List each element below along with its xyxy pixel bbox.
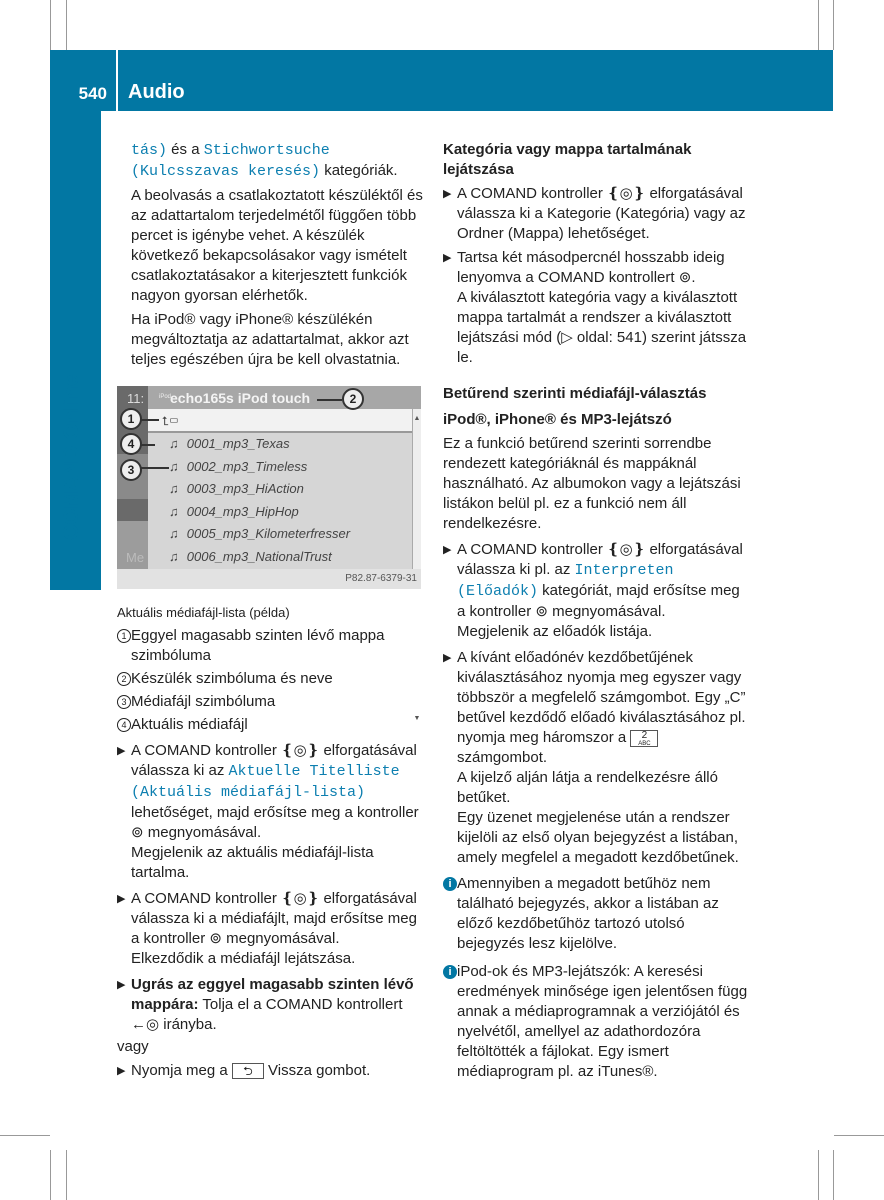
step-arrow-icon: ▶ (443, 544, 452, 556)
instruction-step (117, 975, 423, 1035)
controller-rotate-icon: ❴◎❵ (281, 890, 320, 907)
device-name: echo165s iPod touch (170, 390, 311, 406)
section-heading: Betűrend szerinti médiafájl-választás (443, 385, 707, 402)
legend-text: Médiafájl szimbóluma (131, 693, 276, 710)
info-text: Amennyiben a megadott betűhöz nem található bejegyzés, akkor a listában az előző kezdőbetűhöz tartozó utolsó bejegyzés lesz kijelölve. (457, 875, 719, 952)
list-item[interactable] (169, 479, 304, 499)
menu-fragment: Me (126, 550, 145, 565)
controller-press-icon: ⊚ (678, 269, 692, 286)
callout-line (317, 399, 342, 401)
link[interactable]: Interpreten (Előadók) (457, 562, 674, 600)
info-icon: i (443, 877, 457, 891)
list-item[interactable] (169, 547, 332, 567)
text: A kívánt előadónév kezdőbetűjének kiválasztásához nyomja meg egyszer vagy többször a megfelelő számgombot. Egy „C” betűvel kezdődő előadó kiválasztásához pl. nyomja meg háromszor a (457, 649, 746, 746)
legend-text: Készülék szimbóluma és neve (131, 670, 333, 687)
number-key-2-icon (630, 730, 658, 747)
scrollbar[interactable]: ▲ ▼ (412, 409, 421, 569)
step-arrow-icon: ▶ (117, 893, 126, 905)
info-text: iPod-ok és MP3-lejátszók: A keresési eredmények minősége igen jelentősen függ annak a médiaprogramnak a verziójától és nyelvétől, amellyel az adathordozóra feltöltötték a fájlokat. Egy ismert médiaprogram pl. az iTunes®. (457, 963, 748, 1080)
controller-rotate-icon: ❴◎❵ (607, 541, 646, 558)
step-arrow-icon: ▶ (443, 188, 452, 200)
key-letters: ABC (638, 740, 651, 747)
list-item[interactable] (169, 502, 299, 522)
text: irányba. (159, 1016, 217, 1033)
text: lehetőséget, majd erősítse meg a kontroller (131, 804, 419, 821)
crop-mark (834, 1135, 884, 1136)
folder-up-icon: ⮤▭ (162, 414, 179, 428)
text: számgombot. (457, 749, 548, 766)
link[interactable]: Aktuelle Titelliste (Aktuális médiafájl-lista) (131, 763, 400, 801)
text: kategóriák. (320, 162, 398, 179)
instruction-step (443, 540, 749, 642)
header-divider (116, 50, 118, 111)
text: A COMAND kontroller (131, 742, 282, 759)
legend-item (117, 669, 423, 689)
crop-mark (818, 0, 819, 50)
callout-2: 2 (342, 388, 364, 410)
step-arrow-icon: ▶ (117, 979, 126, 991)
music-note-icon: ♫ (169, 504, 179, 519)
instruction-step (117, 741, 423, 883)
callout-line (139, 419, 159, 421)
item-label: 0005_mp3_Kilometerfresser (186, 526, 351, 541)
text: megnyomásával. (143, 824, 262, 841)
text: megnyomásával. (547, 603, 666, 620)
right-column (443, 140, 749, 1090)
instruction-step (443, 184, 749, 244)
callout-line (139, 467, 169, 469)
list-item[interactable] (169, 524, 350, 544)
controller-press-icon: ⊚ (535, 603, 548, 620)
section-heading: Kategória vagy mappa tartalmának lejátszása (443, 141, 692, 178)
text: elforgatásával válassza ki az (131, 742, 417, 779)
text: Tartsa két másodpercnél hosszabb ideig lenyomva a COMAND kontrollert (457, 249, 725, 286)
text: Nyomja meg a (131, 1062, 232, 1079)
text: Vissza gombot. (263, 1062, 371, 1079)
text: és a (167, 141, 204, 158)
legend-number: 1 (117, 629, 131, 643)
instruction-step (117, 889, 423, 969)
music-note-icon: ♫ (169, 459, 179, 474)
crop-mark (833, 1150, 834, 1200)
paragraph (117, 140, 423, 182)
legend-item (117, 715, 423, 735)
item-label: 0006_mp3_NationalTrust (186, 549, 332, 564)
step-heading: Ugrás az eggyel magasabb szinten lévő mappára: (131, 976, 414, 1013)
or-text: vagy (117, 1038, 149, 1055)
music-note-icon: ♫ (169, 549, 179, 564)
text: Tolja el a COMAND kontrollert (198, 996, 403, 1013)
instruction-step (443, 248, 749, 368)
legend-item (117, 692, 423, 712)
figure-caption: Aktuális médiafájl-lista (példa) (117, 605, 290, 620)
callout-1: 1 (120, 408, 142, 430)
link[interactable]: Stichwortsuche (Kulcsszavas keresés) (131, 142, 330, 180)
section-title: Audio (128, 81, 185, 103)
crop-mark (66, 0, 67, 50)
legend-number: 4 (117, 718, 131, 732)
result-text: Megjelenik az előadók listája. (457, 623, 653, 640)
controller-slide-left-icon: ←◎ (131, 1016, 160, 1033)
legend-item (117, 626, 423, 666)
text: . (691, 269, 696, 286)
result-text: A kijelző alján látja a rendelkezésre álló betűket. (457, 769, 718, 806)
crop-mark (66, 1150, 67, 1200)
crop-mark (50, 1150, 51, 1200)
list-item[interactable] (169, 434, 290, 454)
link[interactable]: tás) (131, 142, 168, 159)
device-icon-label: iPod (159, 394, 172, 400)
paragraph: A beolvasás a csatlakoztatott készüléktől és az adattartalom terjedelmétől függően több percet is igénybe vehet. A készülék következő bekapcsolásakor vagy ismételt csatlakoztatásakor a kiterjesztett funkciók nagyon gyorsan elérhetők. (131, 187, 423, 304)
page-number: 540 (78, 84, 107, 103)
left-column (117, 140, 423, 1087)
crop-mark (833, 0, 834, 50)
music-note-icon: ♫ (169, 436, 179, 451)
info-icon: i (443, 965, 457, 979)
text: megnyomásával. (221, 930, 340, 947)
paragraph: Ha iPod® vagy iPhone® készülékén megváltoztatja az adattartalmat, akkor azt teljes egészében újra be kell olvastatnia. (131, 311, 409, 368)
text: kategóriát, majd erősítse meg a kontroller (457, 582, 740, 620)
text: A COMAND kontroller (131, 890, 282, 907)
instruction-step (443, 648, 749, 868)
back-button-icon: ⮌ (232, 1063, 264, 1079)
side-tab-label: COMAND Online (60, 374, 83, 540)
result-text: Elkezdődik a médiafájl lejátszása. (131, 950, 356, 967)
item-label: 0003_mp3_HiAction (186, 481, 304, 496)
key-number: 2 (641, 729, 648, 741)
callout-3: 3 (120, 459, 142, 481)
legend-number: 2 (117, 672, 131, 686)
step-arrow-icon: ▶ (443, 252, 452, 264)
figure-code: P82.87-6379-31 (117, 569, 421, 589)
item-label: 0002_mp3_Timeless (186, 459, 308, 474)
info-note (443, 874, 749, 954)
controller-press-icon: ⊚ (131, 824, 144, 841)
crop-mark (50, 0, 51, 50)
parent-folder-row[interactable] (148, 409, 412, 433)
controller-rotate-icon: ❴◎❵ (281, 742, 320, 759)
text: A COMAND kontroller (457, 541, 608, 558)
result-text: Megjelenik az aktuális médiafájl-lista tartalma. (131, 844, 374, 881)
text: elforgatásával válassza ki a médiafájlt, majd erősítse meg a kontroller (131, 890, 417, 947)
subsection-heading: iPod®, iPhone® és MP3-lejátszó (443, 411, 672, 428)
controller-rotate-icon: ❴◎❵ (607, 185, 646, 202)
instruction-step (117, 1061, 423, 1081)
music-note-icon: ♫ (169, 481, 179, 496)
result-text: Egy üzenet megjelenése után a rendszer kijelöli az első olyan bejegyzést a listában, amely megfelel a megadott kezdőbetűnek. (457, 809, 739, 866)
paragraph: Ez a funkció betűrend szerinti sorrendbe rendezett kategóriáknál és mappáknál használható. Az albumokon vagy a lejátszási listákon belül pl. ez a funkció nem áll rendelkezésre. (443, 435, 741, 532)
step-arrow-icon: ▶ (443, 652, 452, 664)
crop-mark (818, 1150, 819, 1200)
text: elforgatásával válassza ki pl. az (457, 541, 743, 578)
legend-text: Aktuális médiafájl (131, 716, 248, 733)
controller-press-icon: ⊚ (209, 930, 222, 947)
list-item[interactable] (169, 457, 307, 477)
legend-number: 3 (117, 695, 131, 709)
item-label: 0004_mp3_HipHop (186, 504, 299, 519)
text: A COMAND kontroller (457, 185, 608, 202)
music-note-icon: ♫ (169, 526, 179, 541)
legend-text: Eggyel magasabb szinten lévő mappa szimbóluma (131, 627, 385, 664)
callout-4: 4 (120, 433, 142, 455)
info-note (443, 962, 749, 1082)
result-text: A kiválasztott kategória vagy a kiválasztott mappa tartalmát a rendszer a kiválasztott lejátszási mód (▷ oldal: 541) szerint játssza le. (457, 289, 747, 366)
text: elforgatásával válassza ki a Kategorie (Kategória) vagy az Ordner (Mappa) lehetőséget. (457, 185, 746, 242)
step-arrow-icon: ▶ (117, 745, 126, 757)
crop-mark (0, 1135, 50, 1136)
item-label: 0001_mp3_Texas (186, 436, 290, 451)
step-arrow-icon: ▶ (117, 1065, 126, 1077)
clock: 11: (127, 391, 145, 406)
